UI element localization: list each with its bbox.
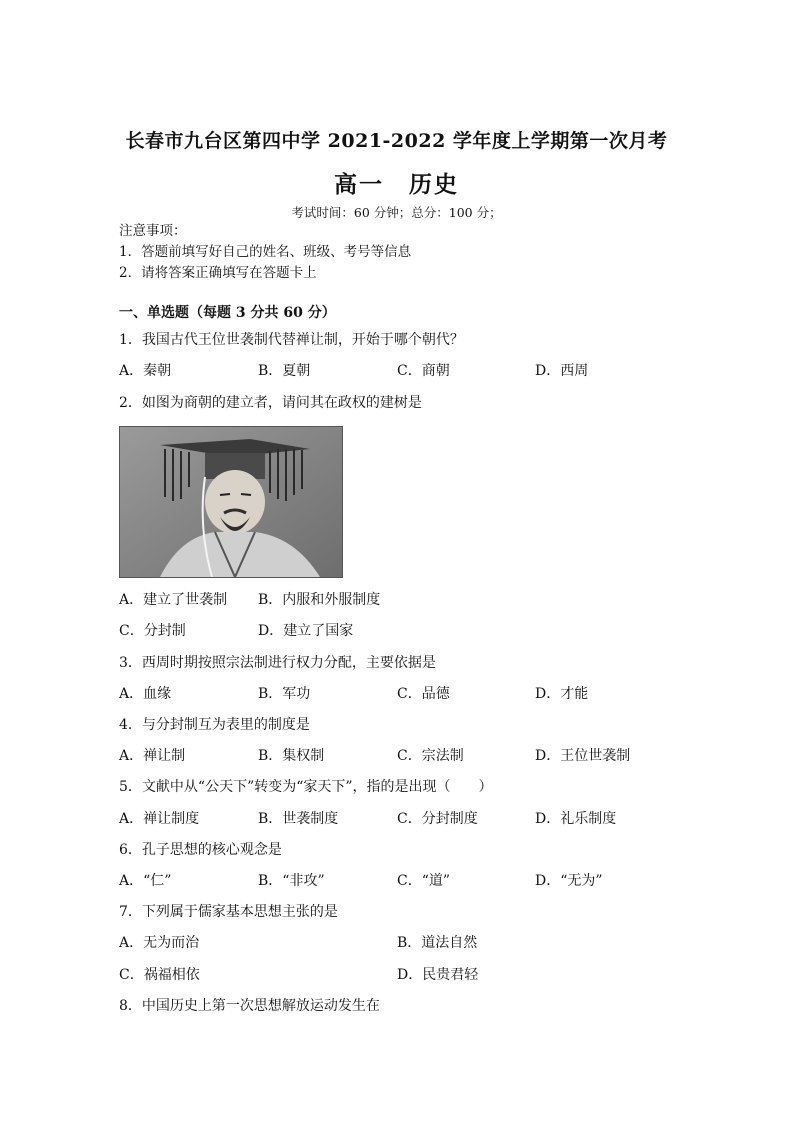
- q1-option-b: B．夏朝: [258, 363, 311, 379]
- question-7-text: 7．下列属于儒家基本思想主张的是: [119, 904, 338, 920]
- q6-option-a: A．“仁”: [119, 873, 172, 889]
- note-item-1: 1．答题前填写好自己的姓名、班级、考号等信息: [119, 244, 412, 260]
- q3-option-b: B．军功: [258, 686, 311, 702]
- q7-option-c: C．祸福相依: [119, 967, 200, 983]
- question-2-text: 2．如图为商朝的建立者，请问其在政权的建树是: [119, 395, 422, 411]
- question-4-options: [119, 747, 719, 765]
- question-2-options-row-2: [119, 622, 719, 640]
- question-5-text: 5．文献中从“公天下”转变为“家天下”，指的是出现（ ）: [119, 779, 493, 795]
- q4-option-a: A．禅让制: [119, 748, 186, 764]
- portrait-image: [120, 427, 342, 577]
- q4-option-d: D．王位世袭制: [535, 748, 631, 764]
- note-item-2: 2．请将答案正确填写在答题卡上: [119, 265, 317, 281]
- q2-option-d: D．建立了国家: [258, 623, 354, 639]
- question-3-options: [119, 685, 719, 703]
- q1-option-c: C．商朝: [397, 363, 450, 379]
- question-4-text: 4．与分封制互为表里的制度是: [119, 717, 310, 733]
- question-1-options: [119, 362, 719, 380]
- q5-option-d: D．礼乐制度: [535, 811, 617, 827]
- q2-option-c: C．分封制: [119, 623, 186, 639]
- q4-option-b: B．集权制: [258, 748, 325, 764]
- q5-option-b: B．世袭制度: [258, 811, 339, 827]
- q7-option-b: B．道法自然: [397, 935, 478, 951]
- question-7-options-row-1: [119, 934, 719, 952]
- question-3-text: 3．西周时期按照宗法制进行权力分配，主要依据是: [119, 655, 436, 671]
- exam-info: 考试时间：60 分钟；总分：100 分；: [291, 205, 502, 220]
- question-6-text: 6．孔子思想的核心观念是: [119, 842, 282, 858]
- notes-heading: 注意事项：: [119, 223, 187, 239]
- section-title: 一、单选题（每题 3 分共 60 分）: [119, 305, 336, 321]
- shang-founder-portrait: [119, 426, 343, 578]
- q7-option-d: D．民贵君轻: [397, 967, 479, 983]
- q6-option-b: B．“非攻”: [258, 873, 325, 889]
- exam-title: 长春市九台区第四中学 2021-2022 学年度上学期第一次月考: [125, 130, 668, 152]
- exam-subtitle: 高一 历史: [334, 171, 459, 198]
- question-2-options-row-1: [119, 591, 719, 609]
- q3-option-d: D．才能: [535, 686, 589, 702]
- question-6-options: [119, 872, 719, 890]
- q6-option-d: D．“无为”: [535, 873, 603, 889]
- question-7-options-row-2: [119, 966, 719, 984]
- q2-option-a: A．建立了世袭制: [119, 592, 228, 608]
- question-5-options: [119, 810, 719, 828]
- q4-option-c: C．宗法制: [397, 748, 464, 764]
- q5-option-c: C．分封制度: [397, 811, 478, 827]
- q3-option-c: C．品德: [397, 686, 450, 702]
- question-8-text: 8．中国历史上第一次思想解放运动发生在: [119, 998, 380, 1014]
- q1-option-a: A．秦朝: [119, 363, 172, 379]
- q2-option-b: B．内服和外服制度: [258, 592, 381, 608]
- q6-option-c: C．“道”: [397, 873, 451, 889]
- q7-option-a: A．无为而治: [119, 935, 200, 951]
- q3-option-a: A．血缘: [119, 686, 172, 702]
- q1-option-d: D．西周: [535, 363, 589, 379]
- question-1-text: 1．我国古代王位世袭制代替禅让制，开始于哪个朝代？: [119, 332, 464, 348]
- q5-option-a: A．禅让制度: [119, 811, 200, 827]
